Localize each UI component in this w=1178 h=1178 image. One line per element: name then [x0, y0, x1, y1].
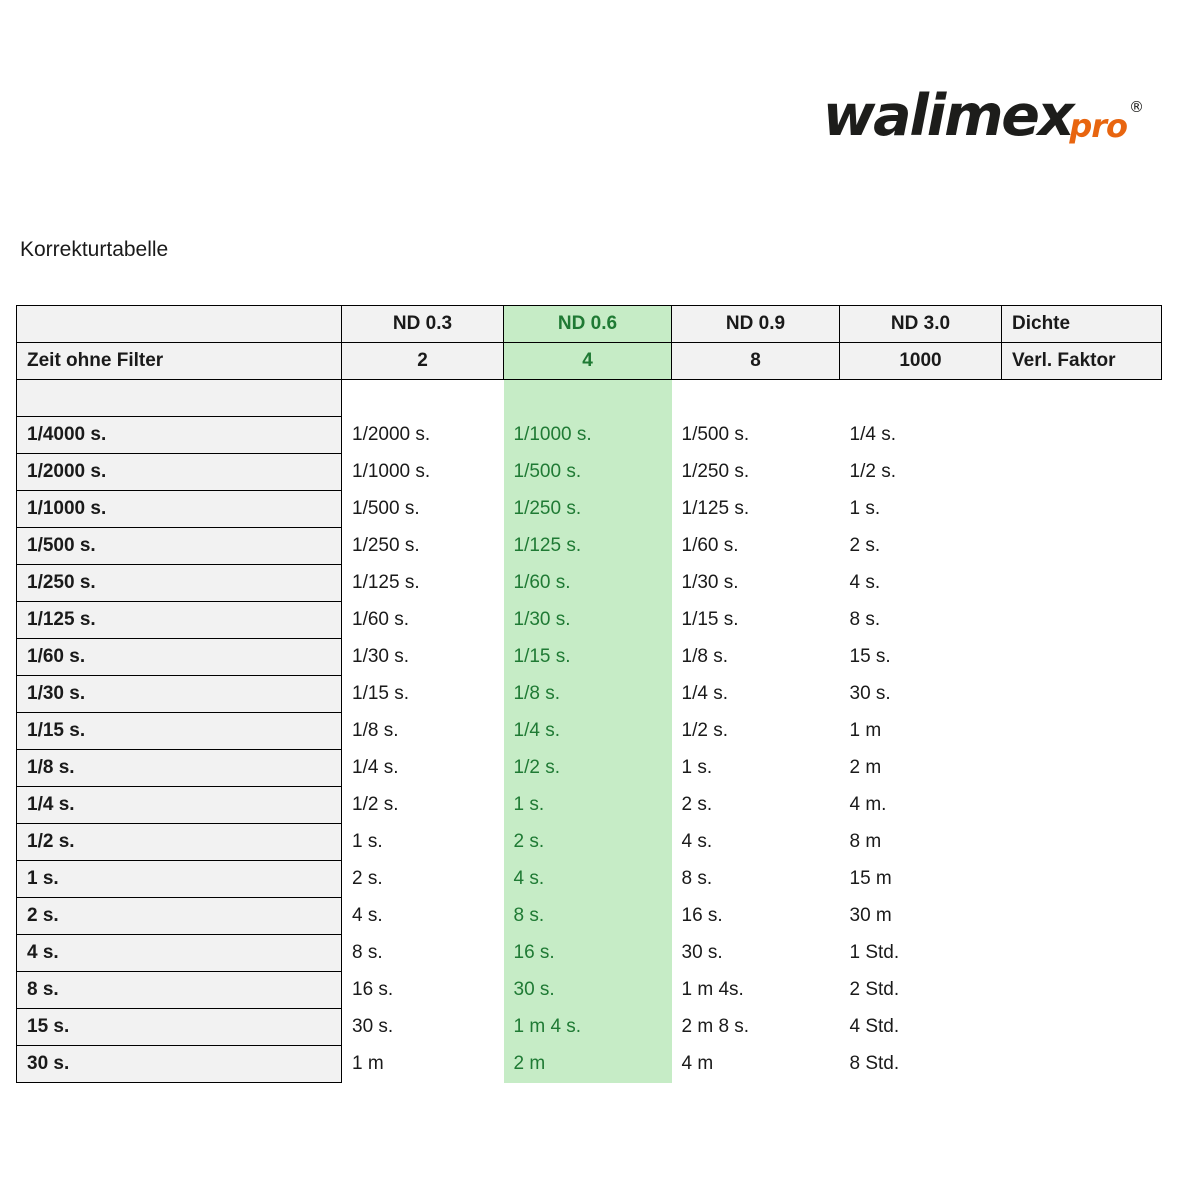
row-value-cell: 1 m 4 s. [504, 1009, 672, 1046]
row-base-time: 30 s. [17, 1046, 342, 1083]
table-row [17, 824, 1162, 861]
row-trailing-cell [1002, 1046, 1162, 1083]
spacer-left-cell [17, 380, 342, 417]
row-value-cell: 1 s. [352, 831, 383, 852]
header-blank-cell [17, 306, 342, 343]
row-value-cell: 1/15 s. [504, 639, 672, 676]
spacer-cell-nd30 [840, 380, 1002, 417]
row-value-cell: 4 m. [849, 794, 887, 815]
logo-pro-text: pro [1069, 107, 1127, 145]
table-row [17, 1046, 1162, 1083]
row-value-cell: 15 s. [849, 646, 891, 667]
row-value-cell: 2 m [504, 1046, 672, 1083]
row-value-cell: 4 s. [849, 572, 881, 593]
table-row [17, 898, 1162, 935]
header-nd03: ND 0.3 [342, 306, 504, 343]
row-value-cell: 8 s. [681, 868, 713, 889]
row-value-cell: 1 s. [681, 757, 713, 778]
row-value-cell: 2 s. [504, 824, 672, 861]
spacer-cell-nd09 [672, 380, 840, 417]
row-base-time: 1/4 s. [17, 787, 342, 824]
row-base-time: 1 s. [17, 861, 342, 898]
table-body [17, 417, 1162, 1083]
row-base-time: 15 s. [17, 1009, 342, 1046]
walimex-pro-logo [822, 83, 1144, 149]
row-value-cell: 1/2 s. [352, 794, 399, 815]
table-row [17, 565, 1162, 602]
row-value-cell: 1/125 s. [352, 572, 420, 593]
row-trailing-cell [1002, 454, 1162, 491]
logo-brand-text: walimex [822, 83, 1073, 149]
row-base-time: 1/60 s. [17, 639, 342, 676]
row-value-cell: 2 s. [849, 535, 881, 556]
row-value-cell: 8 m [849, 831, 882, 852]
spacer-cell-nd03 [342, 380, 504, 417]
row-value-cell: 1 s. [849, 498, 881, 519]
row-value-cell: 4 Std. [849, 1016, 900, 1037]
table-row [17, 972, 1162, 1009]
row-trailing-cell [1002, 491, 1162, 528]
row-trailing-cell [1002, 417, 1162, 454]
row-value-cell: 16 s. [352, 979, 394, 1000]
row-value-cell: 1/2 s. [681, 720, 728, 741]
row-value-cell: 1/1000 s. [352, 461, 431, 482]
row-value-cell: 1 s. [504, 787, 672, 824]
header-factor-nd03: 2 [342, 343, 504, 380]
row-trailing-cell [1002, 787, 1162, 824]
header-nd06: ND 0.6 [504, 306, 672, 343]
row-value-cell: 1/250 s. [681, 461, 750, 482]
table-row [17, 454, 1162, 491]
page-title: Korrekturtabelle [20, 238, 169, 261]
row-value-cell: 30 s. [681, 942, 723, 963]
header-nd09: ND 0.9 [672, 306, 840, 343]
row-value-cell: 1/2 s. [504, 750, 672, 787]
row-value-cell: 2 s. [681, 794, 713, 815]
row-value-cell: 1/4 s. [504, 713, 672, 750]
row-value-cell: 8 s. [849, 609, 881, 630]
table-row [17, 639, 1162, 676]
row-value-cell: 1 m [352, 1053, 384, 1074]
row-base-time: 1/2 s. [17, 824, 342, 861]
row-trailing-cell [1002, 713, 1162, 750]
row-value-cell: 2 Std. [849, 979, 900, 1000]
row-value-cell: 1/4 s. [352, 757, 399, 778]
row-value-cell: 2 m [849, 757, 882, 778]
row-value-cell: 1/8 s. [504, 676, 672, 713]
row-base-time: 8 s. [17, 972, 342, 1009]
row-value-cell: 1/2000 s. [352, 424, 431, 445]
table-header-row-density [17, 306, 1162, 343]
row-base-time: 1/15 s. [17, 713, 342, 750]
spacer-cell-nd06 [504, 380, 672, 417]
table-row [17, 417, 1162, 454]
row-base-time: 2 s. [17, 898, 342, 935]
table-row [17, 787, 1162, 824]
row-trailing-cell [1002, 528, 1162, 565]
row-value-cell: 1/4 s. [849, 424, 896, 445]
row-value-cell: 1/4 s. [681, 683, 728, 704]
table-spacer-row [17, 380, 1162, 417]
row-value-cell: 1/125 s. [681, 498, 750, 519]
correction-table [16, 305, 1162, 1083]
row-value-cell: 30 s. [504, 972, 672, 1009]
row-base-time: 1/1000 s. [17, 491, 342, 528]
row-value-cell: 1/60 s. [681, 535, 739, 556]
row-value-cell: 1/500 s. [352, 498, 420, 519]
row-value-cell: 8 Std. [849, 1053, 900, 1074]
row-value-cell: 2 m 8 s. [681, 1016, 750, 1037]
row-value-cell: 30 m [849, 905, 892, 926]
row-trailing-cell [1002, 639, 1162, 676]
table-row [17, 602, 1162, 639]
table-row [17, 750, 1162, 787]
correction-table-wrapper [16, 305, 1161, 1083]
row-trailing-cell [1002, 602, 1162, 639]
row-value-cell: 1/8 s. [352, 720, 399, 741]
row-value-cell: 1/500 s. [681, 424, 750, 445]
row-base-time: 1/125 s. [17, 602, 342, 639]
row-trailing-cell [1002, 861, 1162, 898]
table-row [17, 935, 1162, 972]
row-value-cell: 16 s. [681, 905, 723, 926]
row-value-cell: 1/250 s. [352, 535, 420, 556]
header-zeit-ohne-filter: Zeit ohne Filter [17, 343, 342, 380]
table-row [17, 1009, 1162, 1046]
row-value-cell: 1/1000 s. [504, 417, 672, 454]
table-header-row-factor [17, 343, 1162, 380]
row-value-cell: 1/60 s. [352, 609, 410, 630]
row-value-cell: 1/60 s. [504, 565, 672, 602]
row-trailing-cell [1002, 750, 1162, 787]
row-trailing-cell [1002, 565, 1162, 602]
row-value-cell: 1/15 s. [352, 683, 410, 704]
row-value-cell: 1/30 s. [504, 602, 672, 639]
row-value-cell: 15 m [849, 868, 892, 889]
header-nd30: ND 3.0 [840, 306, 1002, 343]
row-base-time: 1/2000 s. [17, 454, 342, 491]
table-row [17, 528, 1162, 565]
header-verl-faktor: Verl. Faktor [1002, 343, 1162, 380]
row-value-cell: 16 s. [504, 935, 672, 972]
row-value-cell: 1/30 s. [681, 572, 739, 593]
row-value-cell: 1 m 4s. [681, 979, 744, 1000]
header-dichte: Dichte [1002, 306, 1162, 343]
row-base-time: 1/500 s. [17, 528, 342, 565]
row-value-cell: 1/2 s. [849, 461, 896, 482]
row-value-cell: 30 s. [352, 1016, 394, 1037]
table-row [17, 491, 1162, 528]
row-value-cell: 1/125 s. [504, 528, 672, 565]
table-spacer [17, 380, 1162, 417]
row-base-time: 1/30 s. [17, 676, 342, 713]
row-value-cell: 4 s. [681, 831, 713, 852]
row-value-cell: 30 s. [849, 683, 891, 704]
row-value-cell: 4 m [681, 1053, 714, 1074]
row-value-cell: 1/500 s. [504, 454, 672, 491]
registered-trademark-icon: ® [1129, 98, 1144, 116]
row-base-time: 1/8 s. [17, 750, 342, 787]
row-trailing-cell [1002, 972, 1162, 1009]
row-value-cell: 1/8 s. [681, 646, 728, 667]
row-value-cell: 4 s. [352, 905, 383, 926]
row-base-time: 1/4000 s. [17, 417, 342, 454]
table-row [17, 861, 1162, 898]
row-value-cell: 1/15 s. [681, 609, 739, 630]
row-base-time: 1/250 s. [17, 565, 342, 602]
row-trailing-cell [1002, 676, 1162, 713]
header-factor-nd06: 4 [504, 343, 672, 380]
row-trailing-cell [1002, 1009, 1162, 1046]
row-trailing-cell [1002, 898, 1162, 935]
row-value-cell: 1 m [849, 720, 882, 741]
row-value-cell: 1/250 s. [504, 491, 672, 528]
table-header [17, 306, 1162, 380]
row-base-time: 4 s. [17, 935, 342, 972]
header-factor-nd09: 8 [672, 343, 840, 380]
row-value-cell: 4 s. [504, 861, 672, 898]
row-trailing-cell [1002, 824, 1162, 861]
table-row [17, 713, 1162, 750]
row-value-cell: 2 s. [352, 868, 383, 889]
row-value-cell: 8 s. [352, 942, 383, 963]
spacer-cell-right [1002, 380, 1162, 417]
row-value-cell: 8 s. [504, 898, 672, 935]
table-row [17, 676, 1162, 713]
header-factor-nd30: 1000 [840, 343, 1002, 380]
row-value-cell: 1/30 s. [352, 646, 410, 667]
row-trailing-cell [1002, 935, 1162, 972]
row-value-cell: 1 Std. [849, 942, 900, 963]
